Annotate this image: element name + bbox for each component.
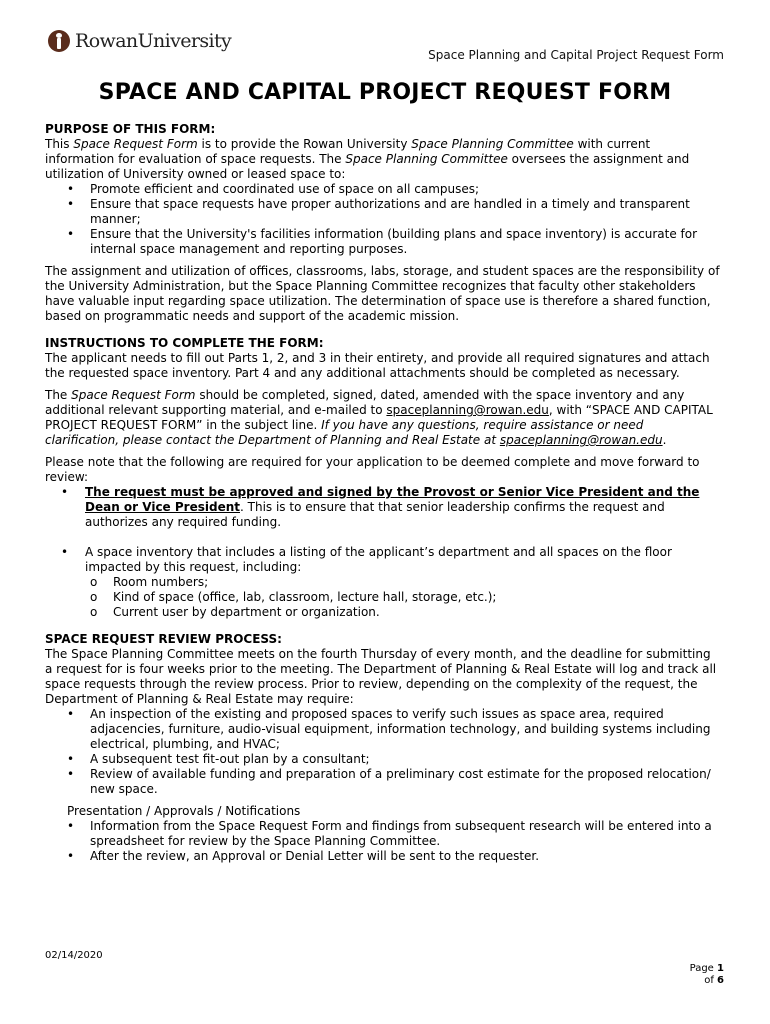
requirements-list — [45, 485, 721, 575]
text-run: . — [662, 433, 667, 447]
list-item: • Ensure that the University's facilities information (building plans and space inventory) is accurate for internal space management and reporting purposes. — [45, 227, 721, 257]
list-item: • Promote efficient and coordinated use of space on all campuses; — [45, 182, 721, 197]
review-heading: SPACE REQUEST REVIEW PROCESS: — [45, 632, 282, 646]
list-item: • An inspection of the existing and proposed spaces to verify such issues as space area, required adjacencies, furniture, audio-visual equipment, information technology, and building systems including electrical, plumbing, and HVAC; — [45, 707, 721, 752]
approval-requirement: The request must be approved and signed by the Provost or Senior Vice President and the Dean or Vice President — [85, 485, 700, 514]
list-item: • After the review, an Approval or Denial Letter will be sent to the requester. — [45, 849, 721, 864]
total-pages: 6 — [717, 975, 724, 986]
inventory-sublist — [45, 575, 721, 620]
footer-date: 02/14/2020 — [45, 950, 103, 961]
text-run: is to provide the Rowan University — [197, 137, 412, 151]
review-subheading: Presentation / Approvals / Notifications — [67, 804, 301, 818]
text-run: This — [45, 137, 74, 151]
of-label: of — [704, 975, 714, 986]
page-title: SPACE AND CAPITAL PROJECT REQUEST FORM — [98, 80, 672, 105]
page-label: Page — [689, 963, 714, 974]
running-header: Space Planning and Capital Project Request Form — [428, 48, 724, 62]
notification-list — [45, 819, 721, 864]
form-name-italic: Space Request Form — [73, 137, 198, 151]
torch-icon — [48, 30, 70, 52]
logo-text: RowanUniversity — [75, 30, 232, 52]
list-item: • Review of available funding and preparation of a preliminary cost estimate for the proposed relocation/ new space. — [45, 767, 721, 797]
instructions-paragraph-2 — [45, 388, 721, 448]
committee-name-italic: Space Planning Committee — [411, 137, 574, 151]
list-item: o Room numbers; — [45, 575, 721, 590]
text-run: , with “SPACE AND CAPITAL PROJECT REQUEST FORM” in the subject line. — [45, 403, 713, 432]
email-link[interactable]: spaceplanning@rowan.edu — [386, 403, 549, 417]
document-body — [45, 122, 721, 864]
text-run: The — [45, 388, 72, 402]
current-page: 1 — [717, 963, 724, 974]
purpose-paragraph: The assignment and utilization of offices, classrooms, labs, storage, and student spaces are the responsibility of the University Administration, but the Space Planning Committee recognizes that faculty other stakeholders have valuable input regarding space utilization. The determination of space use is therefore a shared function, based on programmatic needs and support of the academic mission. — [45, 264, 720, 323]
list-item: o Kind of space (office, lab, classroom, lecture hall, storage, etc.); — [45, 590, 721, 605]
purpose-heading: PURPOSE OF THIS FORM: — [45, 122, 216, 136]
list-item — [45, 485, 721, 530]
contact-note-italic: If you have any questions, require assistance or need clarification, please contact the Department of Planning and Real Estate at — [45, 418, 644, 447]
text-run: . This is to ensure that that senior leadership confirms the request and authorizes any required funding. — [85, 500, 665, 529]
review-paragraph: The Space Planning Committee meets on the fourth Thursday of every month, and the deadline for submitting a request for is four weeks prior to the meeting. The Department of Planning & Real Estate will log and track all space requests through the review process. Prior to review, depending on the complexity of the request, the Department of Planning & Real Estate may require: — [45, 647, 717, 706]
text-run: should be completed, signed, dated, amended with the space inventory and any additional relevant supporting material, and e-mailed to — [45, 388, 685, 417]
list-item: • Information from the Space Request Form and findings from subsequent research will be entered into a spreadsheet for review by the Space Planning Committee. — [45, 819, 721, 849]
instructions-paragraph-3: Please note that the following are required for your application to be deemed complete and move forward to review: — [45, 455, 700, 484]
instructions-heading: INSTRUCTIONS TO COMPLETE THE FORM: — [45, 336, 324, 350]
instructions-paragraph-1: The applicant needs to fill out Parts 1, 2, and 3 in their entirety, and provide all required signatures and attach the requested space inventory. Part 4 and any additional attachments should be completed as necessary. — [45, 351, 710, 380]
email-link[interactable]: spaceplanning@rowan.edu — [499, 433, 663, 447]
purpose-intro — [45, 137, 721, 182]
list-item: • Ensure that space requests have proper authorizations and are handled in a timely and transparent manner; — [45, 197, 721, 227]
list-item: o Current user by department or organization. — [45, 605, 721, 620]
page-number — [690, 963, 724, 987]
committee-name-italic: Space Planning Committee — [345, 152, 508, 166]
form-name-italic: Space Request Form — [71, 388, 196, 402]
list-item: • A space inventory that includes a listing of the applicant’s department and all spaces on the floor impacted by this request, including: — [45, 545, 721, 575]
text-run: oversees the assignment and utilization of University owned or leased space to: — [45, 152, 690, 181]
purpose-list — [45, 182, 721, 257]
review-list — [45, 707, 721, 797]
text-run: with current information for evaluation of space requests. The — [45, 137, 651, 166]
list-item: • A subsequent test fit-out plan by a consultant; — [45, 752, 721, 767]
rowan-logo — [48, 30, 231, 52]
